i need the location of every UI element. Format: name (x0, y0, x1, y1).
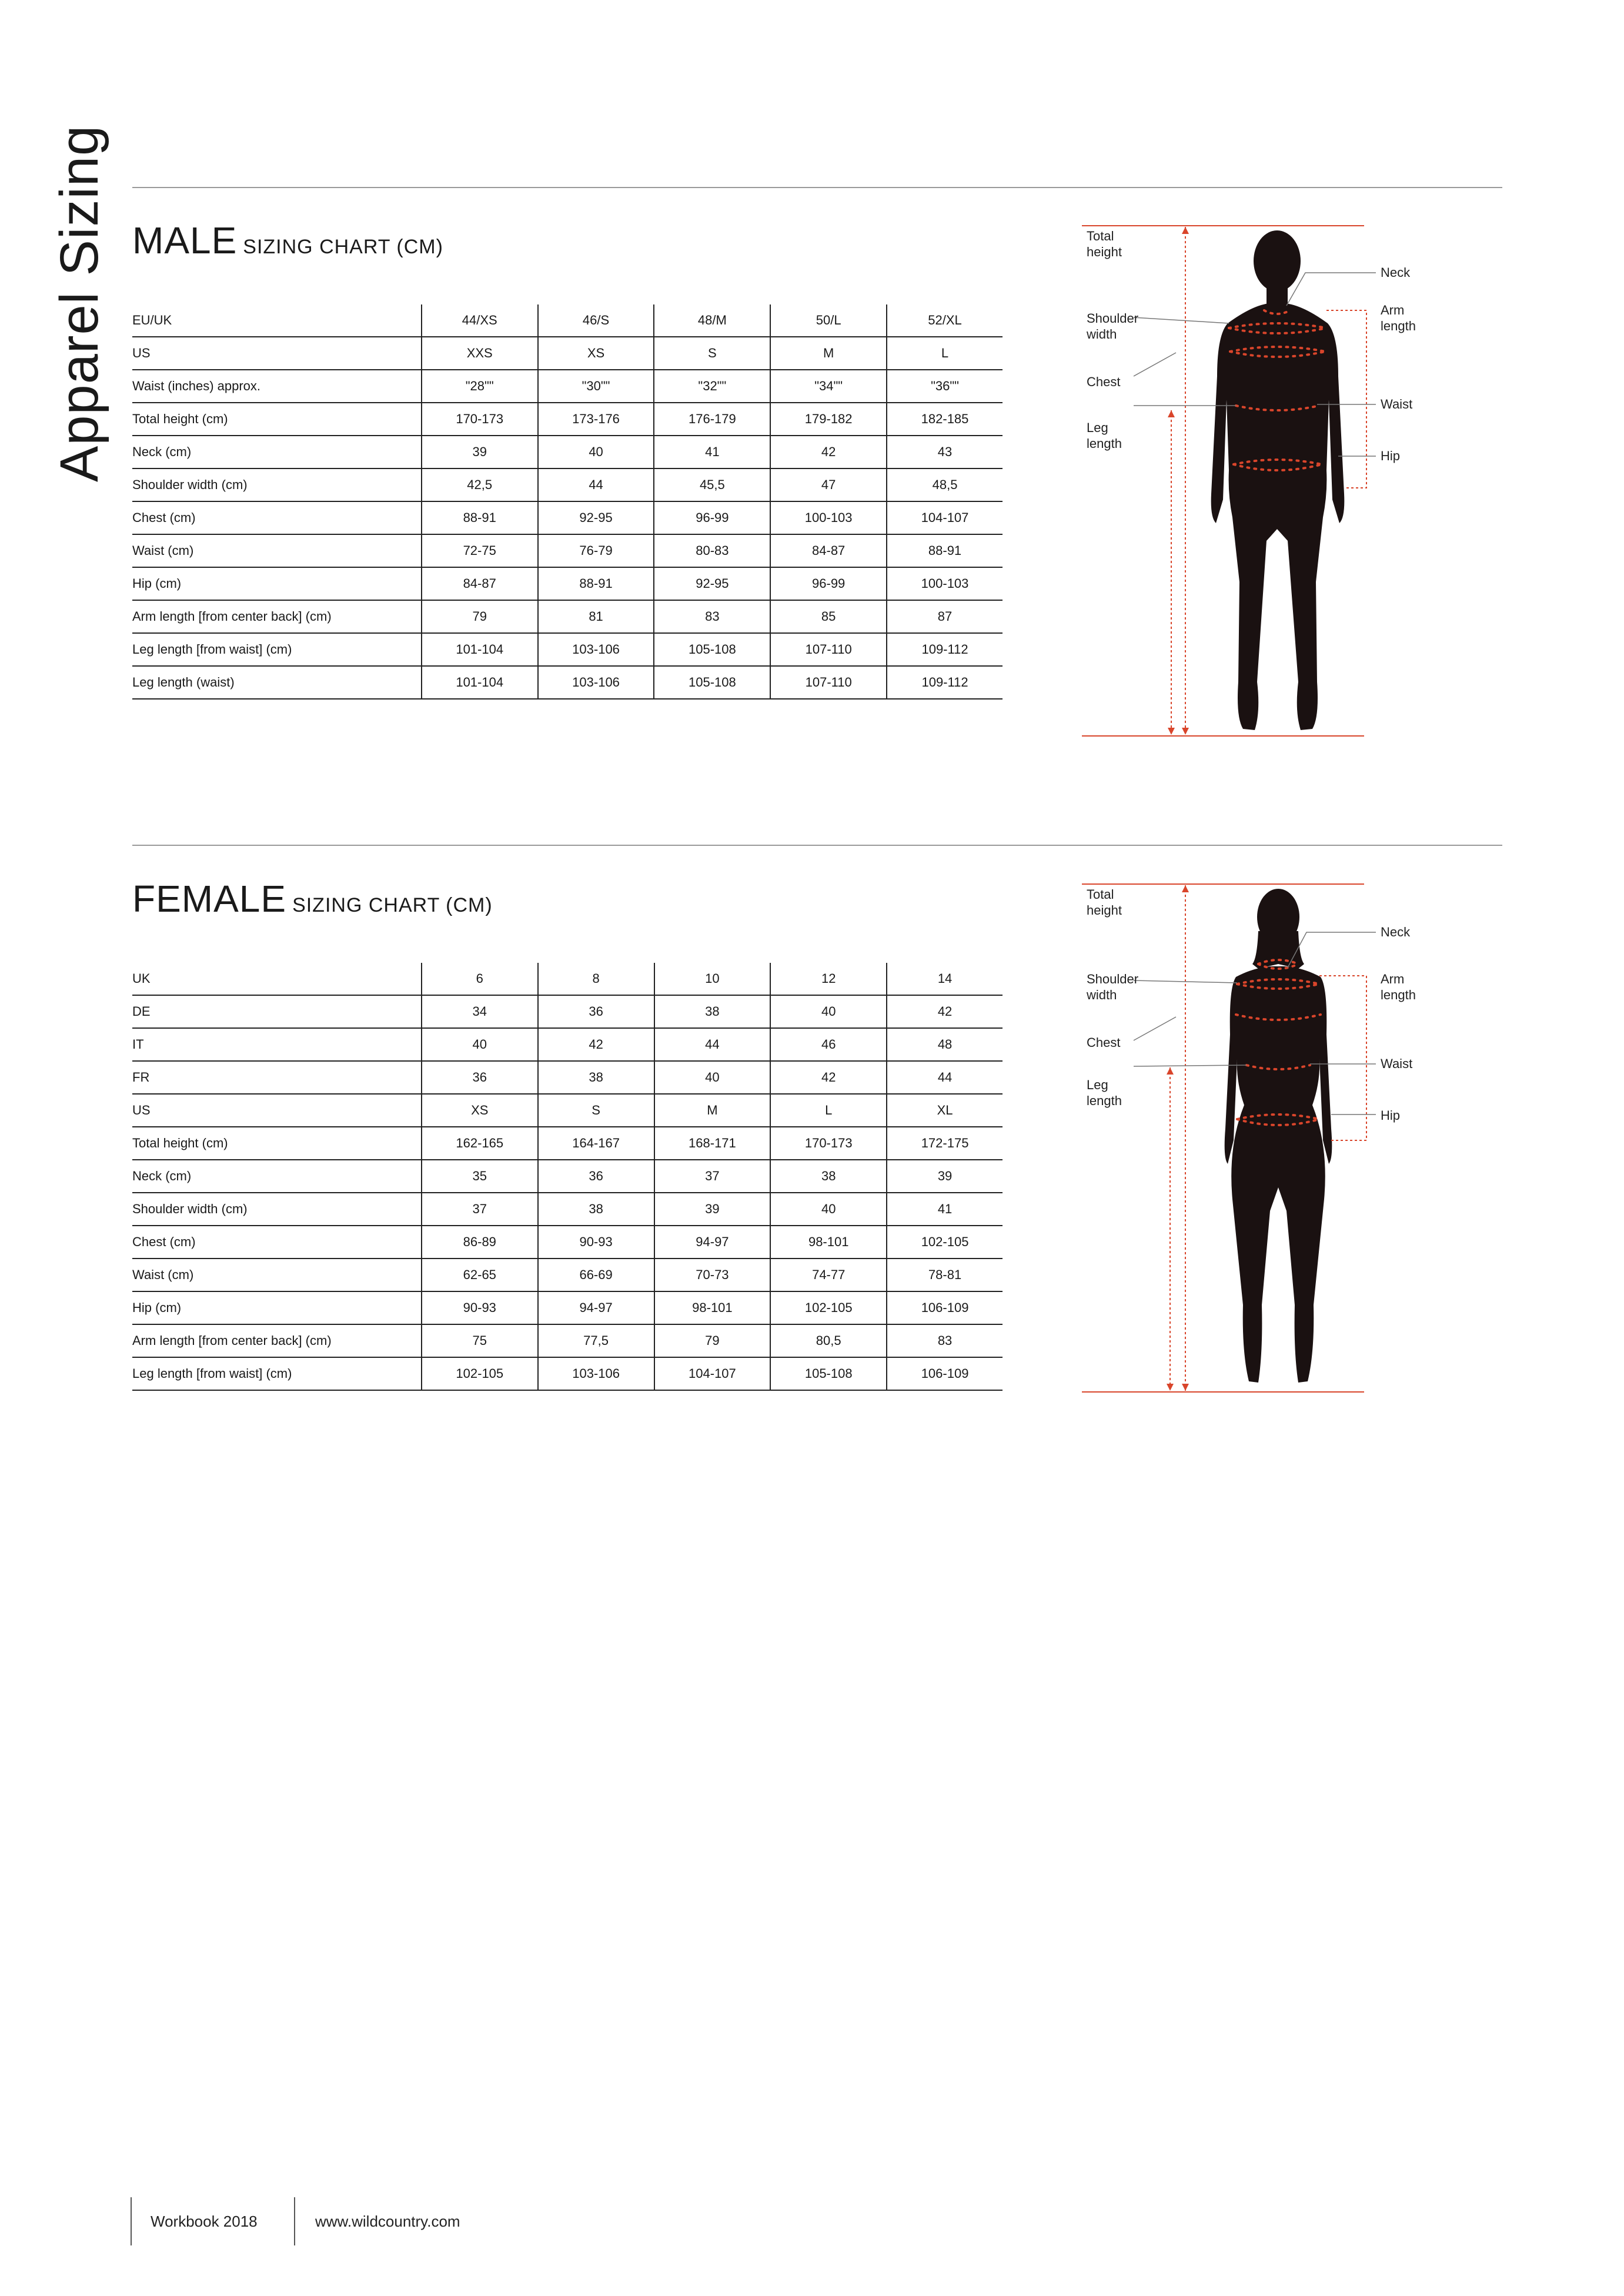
size-cell: 107-110 (770, 633, 887, 666)
table-row (132, 1094, 1003, 1127)
table-row (132, 1193, 1003, 1226)
size-cell: 40 (422, 1028, 538, 1061)
size-cell: 96-99 (654, 501, 770, 534)
table-row (132, 963, 1003, 995)
size-cell: 44/XS (422, 304, 538, 337)
table-row (132, 1226, 1003, 1259)
male-label-waist: Waist (1381, 397, 1413, 411)
female-subtitle: SIZING CHART (CM) (292, 894, 493, 916)
size-cell: 38 (770, 1160, 887, 1193)
row-label: IT (132, 1028, 422, 1061)
row-label: Shoulder width (cm) (132, 468, 422, 501)
size-cell: M (654, 1094, 771, 1127)
size-cell: 94-97 (654, 1226, 771, 1259)
size-cell: S (654, 337, 770, 370)
size-cell: 42 (770, 1061, 887, 1094)
male-figure (1082, 223, 1416, 741)
size-cell: S (538, 1094, 654, 1127)
side-title: Apparel Sizing (49, 125, 109, 482)
male-label-arm-length: Arm length (1381, 303, 1416, 333)
size-cell: 106-109 (887, 1291, 1003, 1324)
size-cell: 101-104 (422, 633, 538, 666)
female-label-waist: Waist (1381, 1056, 1413, 1071)
table-row (132, 1324, 1003, 1357)
size-cell: 173-176 (538, 403, 654, 436)
female-label-chest: Chest (1087, 1035, 1121, 1050)
size-cell: 80,5 (770, 1324, 887, 1357)
size-cell: 83 (887, 1324, 1003, 1357)
size-cell: 62-65 (422, 1259, 538, 1291)
female-label-leg-length: Leg length (1087, 1077, 1122, 1108)
size-cell: 162-165 (422, 1127, 538, 1160)
size-cell: 87 (887, 600, 1003, 633)
size-cell: 84-87 (770, 534, 887, 567)
row-label: DE (132, 995, 422, 1028)
size-cell: 106-109 (887, 1357, 1003, 1390)
size-cell: 40 (654, 1061, 771, 1094)
table-row (132, 468, 1003, 501)
male-silhouette-illustration (1082, 223, 1411, 741)
size-cell: "36"" (887, 370, 1003, 403)
row-label: Arm length [from center back] (cm) (132, 1324, 422, 1357)
female-label-total-height: Total height (1087, 887, 1122, 918)
table-row (132, 600, 1003, 633)
size-cell: 103-106 (538, 666, 654, 699)
size-cell: 100-103 (770, 501, 887, 534)
table-row (132, 995, 1003, 1028)
size-cell: 40 (770, 1193, 887, 1226)
size-cell: "28"" (422, 370, 538, 403)
size-cell: 88-91 (422, 501, 538, 534)
size-cell: 44 (538, 468, 654, 501)
size-cell: 109-112 (887, 666, 1003, 699)
size-cell: 48,5 (887, 468, 1003, 501)
size-cell: 36 (538, 1160, 654, 1193)
female-label-shoulder-width: Shoulder width (1087, 972, 1139, 1002)
row-label: UK (132, 963, 422, 995)
table-row (132, 1357, 1003, 1390)
table-row (132, 1291, 1003, 1324)
male-label-leg-length: Leg length (1087, 420, 1122, 451)
size-cell: 92-95 (538, 501, 654, 534)
size-cell: 47 (770, 468, 887, 501)
size-cell: 38 (538, 1061, 654, 1094)
male-label-neck: Neck (1381, 265, 1411, 280)
size-cell: 52/XL (887, 304, 1003, 337)
row-label: Chest (cm) (132, 501, 422, 534)
row-label: Neck (cm) (132, 436, 422, 468)
size-cell: 90-93 (538, 1226, 654, 1259)
size-cell: 39 (887, 1160, 1003, 1193)
row-label: EU/UK (132, 304, 422, 337)
size-cell: 66-69 (538, 1259, 654, 1291)
size-cell: 6 (422, 963, 538, 995)
row-label: US (132, 337, 422, 370)
table-row (132, 1127, 1003, 1160)
size-cell: 42 (538, 1028, 654, 1061)
female-heading (132, 877, 493, 921)
male-label-shoulder-width: Shoulder width (1087, 311, 1139, 342)
size-cell: 172-175 (887, 1127, 1003, 1160)
size-cell: 103-106 (538, 1357, 654, 1390)
size-cell: 42 (887, 995, 1003, 1028)
size-cell: 12 (770, 963, 887, 995)
row-label: Total height (cm) (132, 403, 422, 436)
male-size-table (132, 304, 1003, 699)
size-cell: 74-77 (770, 1259, 887, 1291)
size-cell: "34"" (770, 370, 887, 403)
size-cell: 83 (654, 600, 770, 633)
size-cell: XS (538, 337, 654, 370)
table-row (132, 403, 1003, 436)
size-cell: 170-173 (422, 403, 538, 436)
footer-website-link[interactable]: www.wildcountry.com (315, 2213, 460, 2230)
size-cell: 46/S (538, 304, 654, 337)
row-label: Leg length [from waist] (cm) (132, 1357, 422, 1390)
size-cell: 80-83 (654, 534, 770, 567)
size-cell: 43 (887, 436, 1003, 468)
male-label-total-height: Total height (1087, 229, 1122, 259)
female-label-neck: Neck (1381, 925, 1411, 939)
male-label-hip: Hip (1381, 449, 1401, 463)
size-cell: 179-182 (770, 403, 887, 436)
table-row (132, 633, 1003, 666)
size-cell: 90-93 (422, 1291, 538, 1324)
row-label: Chest (cm) (132, 1226, 422, 1259)
size-cell: 50/L (770, 304, 887, 337)
female-silhouette-illustration (1082, 882, 1411, 1399)
row-label: Neck (cm) (132, 1160, 422, 1193)
size-cell: 109-112 (887, 633, 1003, 666)
size-cell: "30"" (538, 370, 654, 403)
row-label: Waist (inches) approx. (132, 370, 422, 403)
row-label: US (132, 1094, 422, 1127)
size-cell: 10 (654, 963, 771, 995)
row-label: Total height (cm) (132, 1127, 422, 1160)
size-cell: 94-97 (538, 1291, 654, 1324)
table-row (132, 534, 1003, 567)
size-cell: 105-108 (654, 666, 770, 699)
female-size-table (132, 963, 1003, 1391)
size-cell: 76-79 (538, 534, 654, 567)
size-cell: 107-110 (770, 666, 887, 699)
row-label: Hip (cm) (132, 1291, 422, 1324)
size-cell: 98-101 (654, 1291, 771, 1324)
size-cell: XXS (422, 337, 538, 370)
table-row (132, 337, 1003, 370)
size-cell: 168-171 (654, 1127, 771, 1160)
size-cell: 85 (770, 600, 887, 633)
table-row (132, 501, 1003, 534)
male-heading (132, 219, 443, 262)
size-cell: 88-91 (538, 567, 654, 600)
size-cell: "32"" (654, 370, 770, 403)
size-cell: 98-101 (770, 1226, 887, 1259)
table-row (132, 304, 1003, 337)
size-cell: 34 (422, 995, 538, 1028)
size-cell: 79 (422, 600, 538, 633)
size-cell: 38 (654, 995, 771, 1028)
size-cell: 46 (770, 1028, 887, 1061)
size-cell: 170-173 (770, 1127, 887, 1160)
female-top-rule (132, 845, 1502, 846)
size-cell: 72-75 (422, 534, 538, 567)
size-cell: 41 (654, 436, 770, 468)
size-cell: 86-89 (422, 1226, 538, 1259)
size-cell: 42,5 (422, 468, 538, 501)
row-label: Waist (cm) (132, 534, 422, 567)
male-subtitle: SIZING CHART (CM) (243, 236, 443, 258)
size-cell: 78-81 (887, 1259, 1003, 1291)
size-cell: XS (422, 1094, 538, 1127)
row-label: Leg length (waist) (132, 666, 422, 699)
size-cell: 102-105 (422, 1357, 538, 1390)
size-cell: 88-91 (887, 534, 1003, 567)
size-cell: 100-103 (887, 567, 1003, 600)
size-cell: 38 (538, 1193, 654, 1226)
footer-divider-right (294, 2197, 295, 2245)
row-label: Waist (cm) (132, 1259, 422, 1291)
size-cell: 36 (538, 995, 654, 1028)
size-cell: 182-185 (887, 403, 1003, 436)
size-cell: 77,5 (538, 1324, 654, 1357)
female-title: FEMALE (132, 878, 287, 920)
row-label: Arm length [from center back] (cm) (132, 600, 422, 633)
size-cell: 102-105 (887, 1226, 1003, 1259)
male-label-chest: Chest (1087, 374, 1121, 389)
table-row (132, 1259, 1003, 1291)
size-cell: 37 (422, 1193, 538, 1226)
male-title: MALE (132, 219, 238, 262)
row-label: Hip (cm) (132, 567, 422, 600)
size-cell: 39 (654, 1193, 771, 1226)
size-cell: 96-99 (770, 567, 887, 600)
size-cell: 70-73 (654, 1259, 771, 1291)
size-cell: 105-108 (770, 1357, 887, 1390)
table-row (132, 436, 1003, 468)
size-cell: 45,5 (654, 468, 770, 501)
size-cell: 48 (887, 1028, 1003, 1061)
size-cell: 75 (422, 1324, 538, 1357)
row-label: Shoulder width (cm) (132, 1193, 422, 1226)
size-cell: 40 (770, 995, 887, 1028)
female-figure (1082, 882, 1416, 1399)
size-cell: 44 (887, 1061, 1003, 1094)
row-label: Leg length [from waist] (cm) (132, 633, 422, 666)
size-cell: 104-107 (654, 1357, 771, 1390)
size-cell: 37 (654, 1160, 771, 1193)
table-row (132, 567, 1003, 600)
female-label-arm-length: Arm length (1381, 972, 1416, 1002)
size-cell: 48/M (654, 304, 770, 337)
size-cell: 164-167 (538, 1127, 654, 1160)
size-cell: M (770, 337, 887, 370)
size-cell: 92-95 (654, 567, 770, 600)
size-cell: 105-108 (654, 633, 770, 666)
size-cell: L (770, 1094, 887, 1127)
table-row (132, 1061, 1003, 1094)
size-cell: 79 (654, 1324, 771, 1357)
size-cell: 42 (770, 436, 887, 468)
size-cell: XL (887, 1094, 1003, 1127)
size-cell: 41 (887, 1193, 1003, 1226)
size-cell: 14 (887, 963, 1003, 995)
table-row (132, 1160, 1003, 1193)
size-cell: 39 (422, 436, 538, 468)
size-cell: L (887, 337, 1003, 370)
footer-divider-left (131, 2197, 132, 2245)
size-cell: 101-104 (422, 666, 538, 699)
male-top-rule (132, 187, 1502, 188)
size-cell: 104-107 (887, 501, 1003, 534)
size-cell: 81 (538, 600, 654, 633)
table-row (132, 666, 1003, 699)
size-cell: 40 (538, 436, 654, 468)
size-cell: 176-179 (654, 403, 770, 436)
size-cell: 36 (422, 1061, 538, 1094)
size-cell: 84-87 (422, 567, 538, 600)
size-cell: 44 (654, 1028, 771, 1061)
size-cell: 102-105 (770, 1291, 887, 1324)
footer-workbook: Workbook 2018 (151, 2213, 258, 2230)
size-cell: 35 (422, 1160, 538, 1193)
row-label: FR (132, 1061, 422, 1094)
table-row (132, 370, 1003, 403)
size-cell: 103-106 (538, 633, 654, 666)
size-cell: 8 (538, 963, 654, 995)
female-label-hip: Hip (1381, 1108, 1401, 1123)
table-row (132, 1028, 1003, 1061)
